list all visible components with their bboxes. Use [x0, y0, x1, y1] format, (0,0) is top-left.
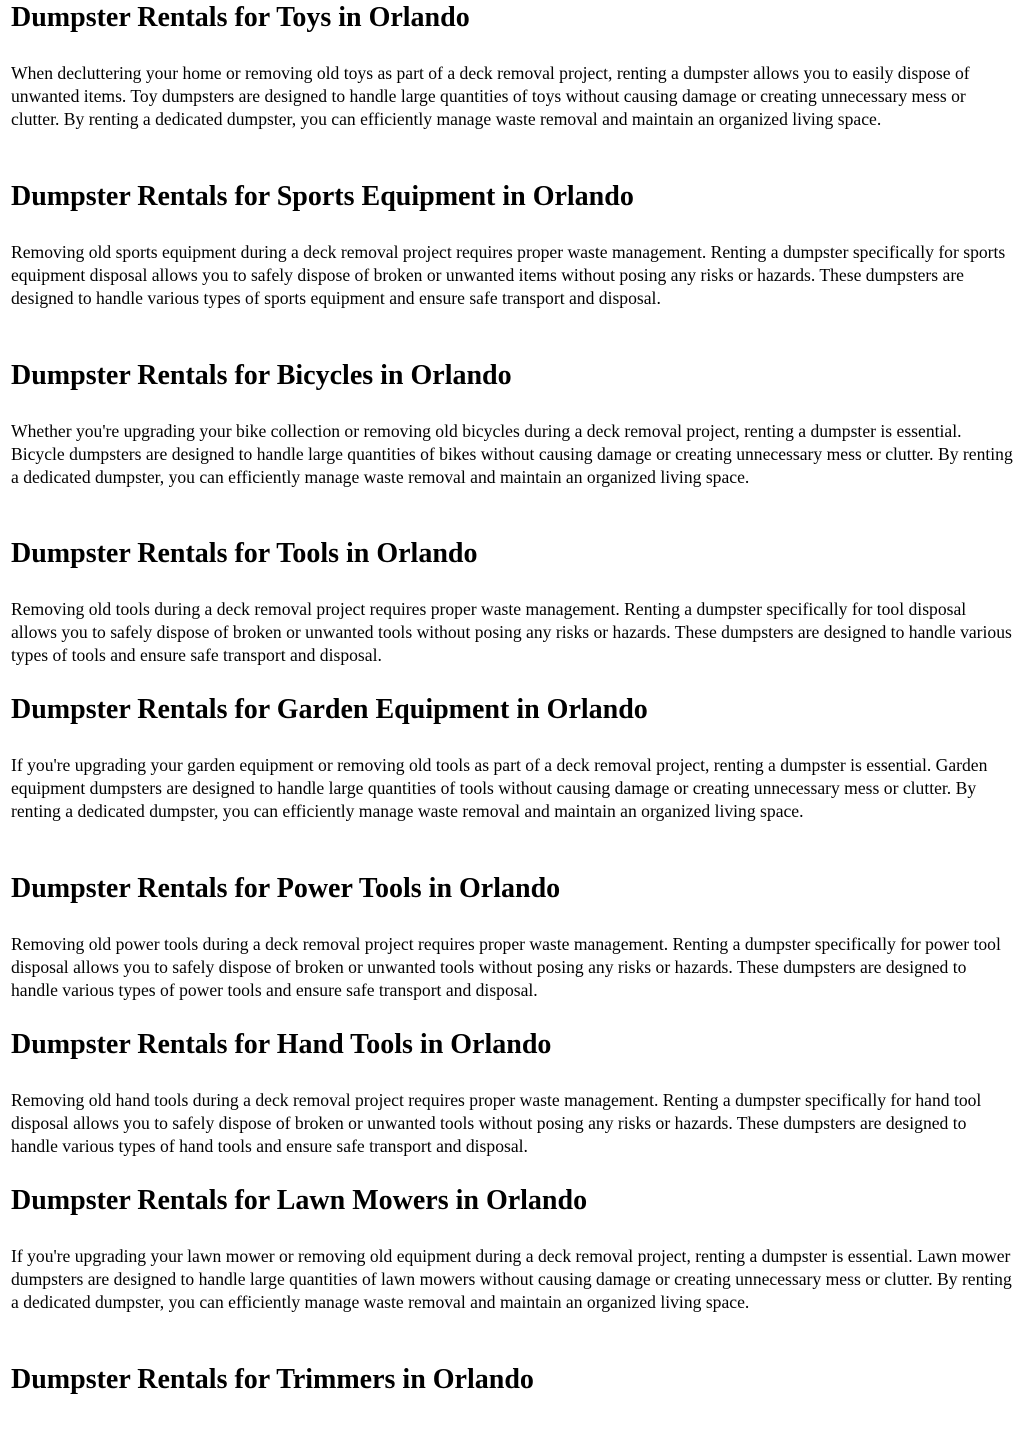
section-body: If you're upgrading your lawn mower or removing old equipment during a deck removal project, renting a dumpster is essential. Lawn mower dumpsters are designed to handle large quantities of lawn mowers without causing damage or creating unnecessary mess or clutter. By renting a dedicated dumpster, you can efficiently manage waste removal and maintain an organized living space.	[11, 1246, 1012, 1313]
section-body: Whether you're upgrading your bike collection or removing old bicycles during a deck removal project, renting a dumpster is essential. Bicycle dumpsters are designed to handle large quantities of bikes without causing damage or creating unnecessary mess or clutter. By renting a dedicated dumpster, you can efficiently manage waste removal and maintain an organized living space.	[11, 421, 1013, 488]
section-heading: Dumpster Rentals for Garden Equipment in Orlando	[11, 694, 648, 725]
section-garden-equipment	[11, 694, 1013, 824]
section-heading: Dumpster Rentals for Toys in Orlando	[11, 2, 470, 33]
section-hand-tools	[11, 1029, 1013, 1159]
section-body: Removing old sports equipment during a deck removal project requires proper waste management. Renting a dumpster specifically for sports equipment disposal allows you to safely dispose of broken or unwanted items without posing any risks or hazards. These dumpsters are designed to handle various types of sports equipment and ensure safe transport and disposal.	[11, 242, 1006, 309]
section-body: Removing old tools during a deck removal project requires proper waste management. Renting a dumpster specifically for tool disposal allows you to safely dispose of broken or unwanted tools without posing any risks or hazards. These dumpsters are designed to handle various types of tools and ensure safe transport and disposal.	[11, 599, 1012, 666]
section-power-tools	[11, 873, 1013, 1003]
section-heading: Dumpster Rentals for Lawn Mowers in Orlando	[11, 1185, 588, 1216]
section-body: Removing old hand tools during a deck removal project requires proper waste management. Renting a dumpster specifically for hand tool disposal allows you to safely dispose of broken or unwanted tools without posing any risks or hazards. These dumpsters are designed to handle various types of hand tools and ensure safe transport and disposal.	[11, 1090, 982, 1157]
section-heading: Dumpster Rentals for Bicycles in Orlando	[11, 360, 512, 391]
section-heading: Dumpster Rentals for Power Tools in Orlando	[11, 873, 561, 904]
section-tools	[11, 538, 1013, 668]
section-heading: Dumpster Rentals for Hand Tools in Orlando	[11, 1029, 552, 1060]
section-body: Removing old power tools during a deck removal project requires proper waste management. Renting a dumpster specifically for power tool disposal allows you to safely dispose of broken or unwanted tools without posing any risks or hazards. These dumpsters are designed to handle various types of power tools and ensure safe transport and disposal.	[11, 934, 1001, 1001]
section-heading: Dumpster Rentals for Trimmers in Orlando	[11, 1364, 534, 1395]
section-bicycles	[11, 360, 1013, 490]
section-toys	[11, 2, 1013, 132]
section-heading: Dumpster Rentals for Tools in Orlando	[11, 538, 478, 569]
section-lawn-mowers	[11, 1185, 1013, 1315]
section-sports-equipment	[11, 181, 1013, 311]
section-body: If you're upgrading your garden equipment or removing old tools as part of a deck removal project, renting a dumpster is essential. Garden equipment dumpsters are designed to handle large quantities of tools without causing damage or creating unnecessary mess or clutter. By renting a dedicated dumpster, you can efficiently manage waste removal and maintain an organized living space.	[11, 755, 988, 822]
section-heading: Dumpster Rentals for Sports Equipment in Orlando	[11, 181, 634, 212]
section-trimmers	[11, 1364, 1013, 1396]
section-body: When decluttering your home or removing old toys as part of a deck removal project, renting a dumpster allows you to easily dispose of unwanted items. Toy dumpsters are designed to handle large quantities of toys without causing damage or creating unnecessary mess or clutter. By renting a dedicated dumpster, you can efficiently manage waste removal and maintain an organized living space.	[11, 63, 970, 130]
